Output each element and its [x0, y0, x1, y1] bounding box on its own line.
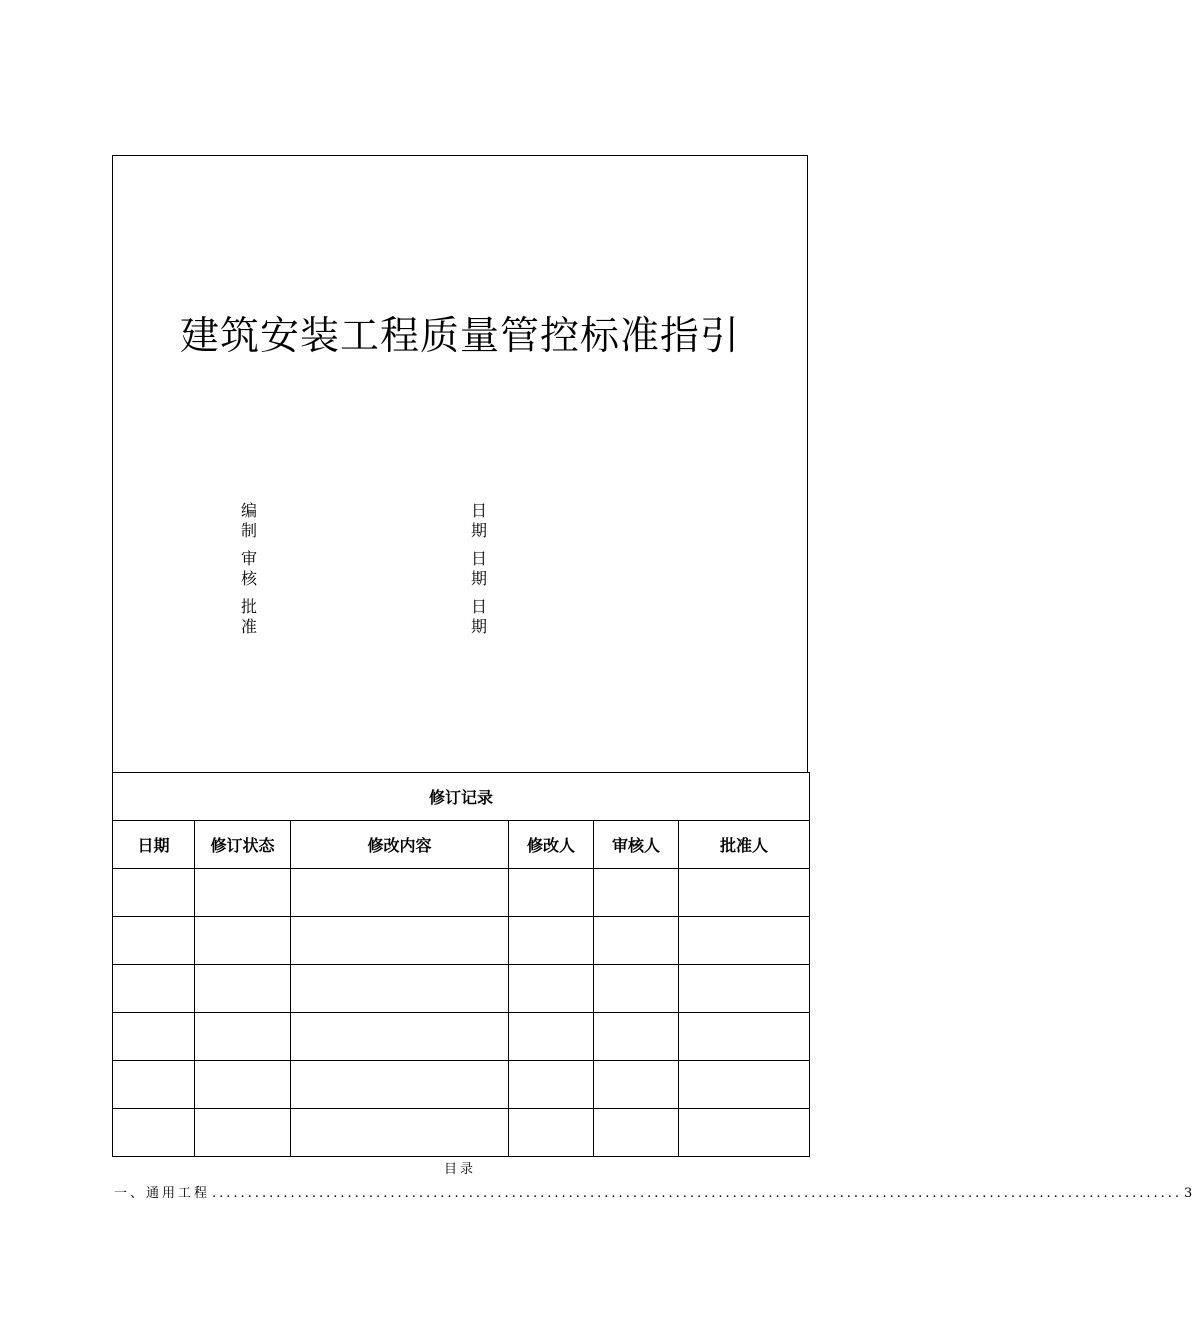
table-cell — [291, 917, 509, 965]
table-cell — [509, 1109, 594, 1157]
table-cell — [113, 965, 195, 1013]
signoff-label: 编制 — [241, 501, 258, 540]
table-cell — [594, 1013, 679, 1061]
table-cell — [679, 869, 810, 917]
table-cell — [195, 917, 291, 965]
toc-leader-dots: ........................................................................................................................................ — [212, 1186, 1183, 1201]
table-cell — [679, 917, 810, 965]
table-cell — [113, 1013, 195, 1061]
table-cell — [195, 1061, 291, 1109]
table-cell — [594, 869, 679, 917]
table-cell — [113, 917, 195, 965]
signoff-date-label: 日期 — [471, 597, 488, 636]
column-header-change-content: 修改内容 — [291, 821, 509, 869]
table-cell — [594, 1109, 679, 1157]
table-cell — [195, 869, 291, 917]
signoff-date-label: 日期 — [471, 501, 488, 540]
table-row — [113, 1061, 810, 1109]
table-cell — [679, 1061, 810, 1109]
table-cell — [195, 1013, 291, 1061]
table-cell — [594, 917, 679, 965]
column-header-modifier: 修改人 — [509, 821, 594, 869]
table-row — [113, 1109, 810, 1157]
revision-table-caption: 修订记录 — [113, 773, 810, 821]
toc-entry-title[interactable]: 一、通用工程 — [114, 1186, 211, 1201]
cover-frame — [112, 155, 808, 772]
table-cell — [509, 965, 594, 1013]
signoff-label: 审核 — [241, 549, 258, 588]
revision-record-table — [112, 772, 810, 1157]
table-row — [113, 1013, 810, 1061]
table-row — [113, 869, 810, 917]
table-cell — [113, 1061, 195, 1109]
table-cell — [679, 965, 810, 1013]
table-cell — [594, 965, 679, 1013]
column-header-approver: 批准人 — [679, 821, 810, 869]
table-cell — [509, 1013, 594, 1061]
table-cell — [594, 1061, 679, 1109]
table-cell — [195, 965, 291, 1013]
signoff-label: 批准 — [241, 597, 258, 636]
table-row — [113, 965, 810, 1013]
table-cell — [291, 1061, 509, 1109]
table-cell — [679, 1109, 810, 1157]
table-cell — [291, 1013, 509, 1061]
table-cell — [291, 965, 509, 1013]
toc-entry[interactable] — [114, 1182, 1192, 1201]
table-cell — [195, 1109, 291, 1157]
toc-heading: 目录 — [443, 1162, 476, 1177]
column-header-date: 日期 — [113, 821, 195, 869]
column-header-reviewer: 审核人 — [594, 821, 679, 869]
table-cell — [509, 869, 594, 917]
document-title: 建筑安装工程质量管控标准指引 — [179, 314, 740, 359]
table-cell — [509, 1061, 594, 1109]
column-header-revision-status: 修订状态 — [195, 821, 291, 869]
table-cell — [113, 869, 195, 917]
table-cell — [291, 869, 509, 917]
table-cell — [509, 917, 594, 965]
table-header-row — [113, 821, 810, 869]
toc-entry-page[interactable]: 3 — [1184, 1186, 1192, 1201]
table-cell — [679, 1013, 810, 1061]
signoff-date-label: 日期 — [471, 549, 488, 588]
table-cell — [291, 1109, 509, 1157]
table-cell — [113, 1109, 195, 1157]
table-caption-row — [113, 773, 810, 821]
table-row — [113, 917, 810, 965]
